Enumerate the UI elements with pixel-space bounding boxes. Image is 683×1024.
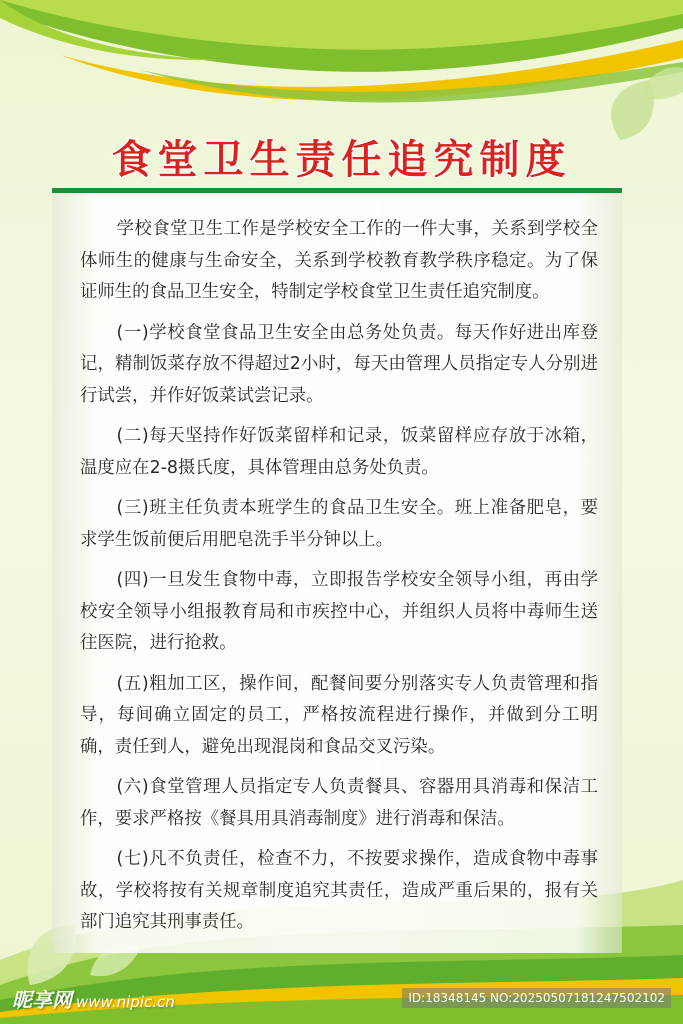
- paragraph-item-7: (七)凡不负责任，检查不力，不按要求操作，造成食物中毒事故，学校将按有关规章制度追究其责任，造成严重后果的，报有关部门追究其刑事责任。: [80, 849, 598, 932]
- paragraph-intro: 学校食堂卫生工作是学校安全工作的一件大事，关系到学校全体师生的健康与生命安全，关系到学校教育教学秩序稳定。为了保证师生的食品卫生安全，特制定学校食堂卫生责任追究制度。: [80, 219, 598, 302]
- paragraph-item-3: (三)班主任负责本班学生的食品卫生安全。班上准备肥皂，要求学生饭前便后用肥皂洗手半分钟以上。: [80, 498, 598, 550]
- paragraph-item-6: (六)食堂管理人员指定专人负责餐具、容器用具消毒和保洁工作，要求严格按《餐具用具消毒制度》进行消毒和保洁。: [80, 777, 598, 829]
- site-watermark: [12, 984, 175, 1013]
- paragraph-item-5: (五)粗加工区，操作间，配餐间要分别落实专人负责管理和指导，每间确立固定的员工，严格按流程进行操作，并做到分工明确，责任到人，避免出现混岗和食品交叉污染。: [80, 673, 598, 757]
- poster-body: [80, 214, 598, 948]
- site-url: www.nipic.cn: [76, 993, 175, 1011]
- site-name: 昵享网: [12, 988, 72, 1012]
- paragraph-item-2: (二)每天坚持作好饭菜留样和记录，饭菜留样应存放于冰箱，温度应在2-8摄氏度，具体管理由总务处负责。: [80, 426, 598, 478]
- image-id-watermark: ID:18348145 NO:20250507181247502102: [402, 988, 671, 1008]
- paragraph-item-1: (一)学校食堂食品卫生安全由总务处负责。每天作好进出库登记，精制饭菜存放不得超过2小时，每天由管理人员指定专人分别进行试尝，并作好饭菜试尝记录。: [80, 322, 598, 406]
- poster-title: 食堂卫生责任追究制度: [111, 137, 572, 183]
- paragraph-item-4: (四)一旦发生食物中毒，立即报告学校安全领导小组，再由学校安全领导小组报教育局和市疾控中心，并组织人员将中毒师生送往医院，进行抢救。: [80, 570, 598, 653]
